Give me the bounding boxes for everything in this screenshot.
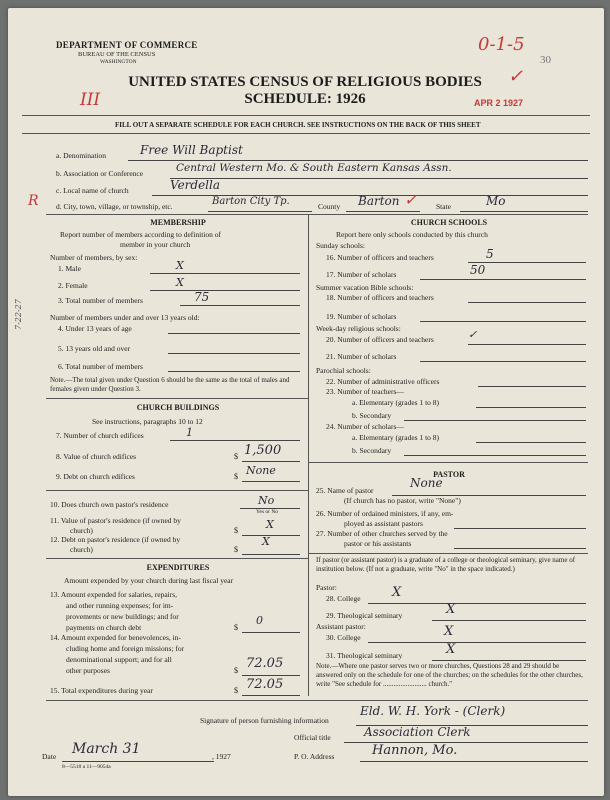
q24b-label: b. Secondary [352, 446, 392, 455]
check-mark-icon: ✓ [508, 66, 524, 87]
membership-intro-2: member in your church [120, 240, 191, 249]
denomination-label: a. Denomination [56, 151, 106, 160]
q11-value: X [266, 518, 274, 531]
date-year: , 1927 [212, 752, 231, 761]
q7-label: 7. Number of church edifices [56, 431, 144, 440]
q13-dollar: $ [234, 623, 238, 632]
q25-note: (If church has no pastor, write "None") [344, 496, 461, 505]
q26-label-2: ployed as assistant pastors [344, 519, 423, 528]
po-address-value: Hannon, Mo. [372, 743, 458, 758]
q14-label-1: 14. Amount expended for benevolences, in- [50, 633, 182, 642]
q12-label-2: church) [70, 545, 93, 554]
q5-label: 5. 13 years old and over [58, 344, 131, 353]
weekday-label: Week-day religious schools: [316, 324, 401, 333]
schools-heading: CHURCH SCHOOLS [410, 218, 488, 227]
q30-value: X [444, 624, 454, 639]
code-mark: 0-1-5 [478, 34, 525, 55]
q17-value: 50 [470, 263, 486, 277]
city-label: WASHINGTON [100, 59, 137, 65]
schedule-title: SCHEDULE: 1926 [244, 91, 366, 107]
parochial-label: Parochial schools: [316, 366, 371, 375]
q3-label: 3. Total number of members [58, 296, 143, 305]
q13-label-1: 13. Amount expended for salaries, repairs, [50, 590, 178, 599]
q3-value: 75 [194, 290, 210, 304]
official-title-label: Official title [294, 733, 331, 742]
q9-dollar: $ [234, 472, 238, 481]
q11-label-2: church) [70, 526, 93, 535]
q29-value: X [446, 602, 456, 617]
q18-label: 18. Number of officers and teachers [326, 293, 434, 302]
pastor-note: Note.—Where one pastor serves two or more churches, Questions 28 and 29 should be answered only on the schedule for one of the churches; on the schedules for the other churches, write "See schedule for ......................... church." [316, 662, 583, 688]
city-township-label: d. City, town, village, or township, etc. [56, 202, 173, 211]
expenditures-sub: Amount expended by your church during last fiscal year [64, 576, 234, 585]
membership-heading: MEMBERSHIP [150, 218, 206, 227]
q4-label: 4. Under 13 years of age [58, 324, 132, 333]
q26-label-1: 26. Number of ordained ministers, if any, em- [316, 509, 454, 518]
pastor-sublabel: Pastor: [316, 583, 337, 592]
form-code: 8—5518 a 11—9054a [62, 764, 111, 770]
q28-label: 28. College [326, 594, 361, 603]
q28-value: X [392, 585, 402, 600]
q9-value: None [246, 464, 276, 477]
q10-value: No [258, 494, 275, 507]
q2-value: X [176, 276, 184, 289]
q15-label: 15. Total expenditures during year [50, 686, 153, 695]
state-value: Mo [486, 194, 506, 208]
q27-label-2: pastor or his assistants [344, 539, 412, 548]
q14-dollar: $ [234, 666, 238, 675]
department-label: DEPARTMENT OF COMMERCE [56, 40, 198, 50]
q15-value: 72.05 [246, 677, 284, 692]
membership-intro-1: Report number of members according to definition of [60, 230, 221, 239]
q14-label-4: other purposes [66, 666, 110, 675]
signature-value: Eld. W. H. York - (Clerk) [360, 704, 506, 718]
q16-label: 16. Number of officers and teachers [326, 253, 434, 262]
official-title-value: Association Clerk [364, 725, 471, 739]
signature-label: Signature of person furnishing information [200, 716, 329, 725]
roman-mark: III [80, 90, 101, 110]
q14-label-2: cluding home and foreign missions; for [66, 644, 185, 653]
q23b-label: b. Secondary [352, 411, 392, 420]
instructions-line: FILL OUT A SEPARATE SCHEDULE FOR EACH CHURCH. SEE INSTRUCTIONS ON THE BACK OF THIS SHEET [115, 121, 481, 129]
q27-label-1: 27. Number of other churches served by the [316, 529, 448, 538]
q25-value: None [410, 476, 443, 490]
yes-no-hint: Yes or No [256, 509, 279, 515]
q25-label: 25. Name of pastor [316, 486, 374, 495]
q31-label: 31. Theological seminary [326, 651, 403, 660]
q6-label: 6. Total number of members [58, 362, 143, 371]
graduate-note: If pastor (or assistant pastor) is a graduate of a college or theological seminary, give name of institution below. (If not a graduate, write "No" in the space indicated.) [316, 556, 576, 573]
summer-label: Summer vacation Bible schools: [316, 283, 414, 292]
q22-label: 22. Number of administrative officers [326, 377, 440, 386]
q10-label: 10. Does church own pastor's residence [50, 500, 169, 509]
q13-label-3: provements or new buildings; and for [66, 612, 179, 621]
buildings-sub: See instructions, paragraphs 10 to 12 [92, 417, 203, 426]
assistant-sublabel: Assistant pastor: [316, 622, 366, 631]
q29-label: 29. Theological seminary [326, 611, 403, 620]
q1-label: 1. Male [58, 264, 81, 273]
q24a-label: a. Elementary (grades 1 to 8) [352, 433, 440, 442]
date-label: Date [42, 752, 57, 761]
denomination-value: Free Will Baptist [140, 143, 243, 157]
q15-dollar: $ [234, 686, 238, 695]
po-address-label: P. O. Address [294, 752, 335, 761]
schools-intro: Report here only schools conducted by this church [336, 230, 488, 239]
form-title: UNITED STATES CENSUS OF RELIGIOUS BODIES [128, 74, 482, 90]
q13-label-2: and other running expenses; for im- [66, 601, 174, 610]
state-label: State [436, 202, 451, 211]
q2-label: 2. Female [58, 281, 88, 290]
pastor-heading: PASTOR [433, 470, 465, 479]
buildings-heading: CHURCH BUILDINGS [136, 403, 220, 412]
expenditures-heading: EXPENDITURES [146, 563, 210, 572]
q20-mark: ✓ [468, 328, 478, 341]
date-stamp: APR 2 1927 [474, 98, 524, 108]
q24-label: 24. Number of scholars— [326, 422, 404, 431]
q21-label: 21. Number of scholars [326, 352, 397, 361]
q8-value: 1,500 [244, 443, 282, 458]
age-label: Number of members under and over 13 years old: [50, 313, 200, 322]
membership-note: Note.—The total given under Question 6 should be the same as the total of males and females given under Question 3. [50, 376, 290, 393]
q30-label: 30. College [326, 633, 361, 642]
q31-value: X [446, 642, 456, 657]
city-township-value: Barton City Tp. [212, 196, 290, 207]
q14-value: 72.05 [246, 656, 284, 671]
q23a-label: a. Elementary (grades 1 to 8) [352, 398, 440, 407]
q9-label: 9. Debt on church edifices [56, 472, 135, 481]
q8-dollar: $ [234, 452, 238, 461]
by-sex-label: Number of members, by sex: [50, 253, 138, 262]
association-label: b. Association or Conference [56, 169, 144, 178]
r-mark: R [28, 193, 39, 209]
q13-label-4: payments on church debt [66, 623, 142, 632]
q23-label: 23. Number of teachers— [326, 387, 404, 396]
county-value: Barton [358, 194, 400, 208]
q12-value: X [262, 535, 270, 548]
q12-label: 12. Debt on pastor's residence (if owned by [50, 535, 181, 544]
q20-label: 20. Number of officers and teachers [326, 335, 434, 344]
q16-value: 5 [486, 247, 494, 261]
q7-value: 1 [186, 426, 193, 439]
bureau-label: BUREAU OF THE CENSUS [78, 51, 156, 58]
q1-value: X [176, 259, 184, 272]
county-label: County [318, 202, 341, 211]
code-sub: 30 [540, 54, 551, 66]
q14-label-3: denominational support; and for all [66, 655, 172, 664]
sunday-label: Sunday schools: [316, 241, 365, 250]
q13-value: 0 [256, 614, 263, 627]
margin-note: 7-22-27 [14, 299, 23, 330]
q11-label: 11. Value of pastor's residence (if owned by [50, 516, 181, 525]
q17-label: 17. Number of scholars [326, 270, 397, 279]
date-value: March 31 [72, 741, 141, 757]
check-mark-icon-2: ✓ [404, 190, 418, 209]
q12-dollar: $ [234, 545, 238, 554]
q19-label: 19. Number of scholars [326, 312, 397, 321]
association-value: Central Western Mo. & South Eastern Kansas Assn. [176, 162, 452, 174]
church-name-label: c. Local name of church [56, 186, 129, 195]
church-name-value: Verdella [170, 178, 221, 192]
q8-label: 8. Value of church edifices [56, 452, 137, 461]
q11-dollar: $ [234, 526, 238, 535]
